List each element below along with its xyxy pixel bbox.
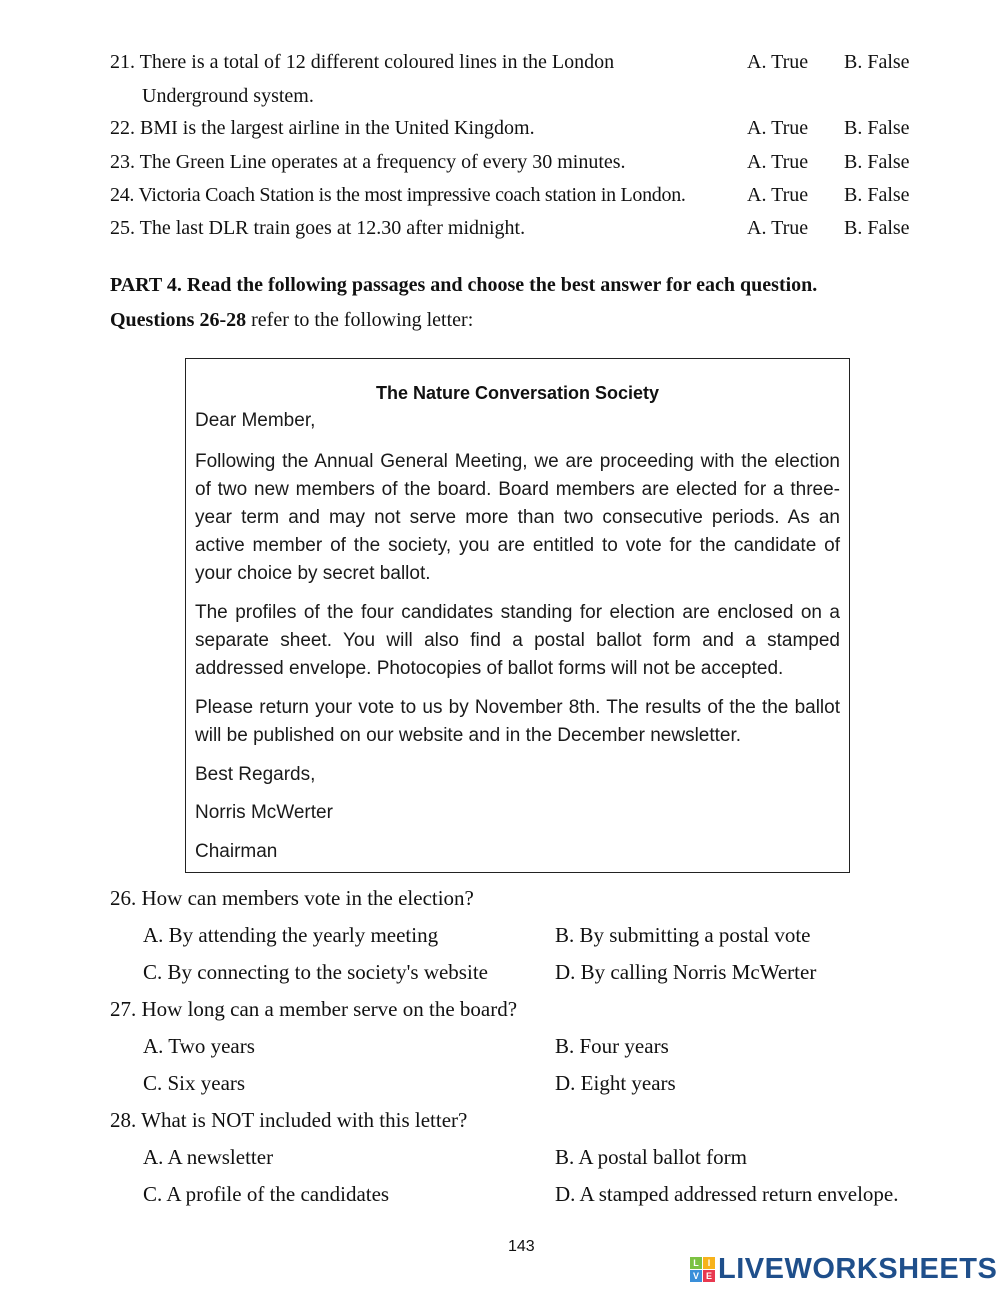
logo-cell-l: L bbox=[690, 1257, 702, 1269]
letter-paragraph-3: Please return your vote to us by November 8th. The results of the the ballot will be published on our website and in the December newsletter. bbox=[195, 697, 840, 746]
q27-option-b[interactable]: B. Four years bbox=[555, 1034, 669, 1058]
option-true[interactable]: A. True bbox=[747, 151, 809, 173]
option-true[interactable]: A. True bbox=[747, 184, 809, 206]
question-26: 26. How can members vote in the election? bbox=[110, 886, 474, 910]
option-true[interactable]: A. True bbox=[747, 117, 809, 139]
page-number: 143 bbox=[508, 1238, 535, 1255]
q26-option-a[interactable]: A. By attending the yearly meeting bbox=[143, 923, 439, 947]
tf-number: 21. bbox=[110, 51, 135, 73]
q26-option-c[interactable]: C. By connecting to the society's website bbox=[143, 960, 488, 984]
option-false[interactable]: B. False bbox=[844, 184, 910, 206]
tf-statement: The Green Line operates at a frequency of every 30 minutes. bbox=[139, 151, 626, 173]
logo-icon bbox=[690, 1257, 715, 1282]
letter-box bbox=[185, 358, 850, 873]
option-false[interactable]: B. False bbox=[844, 217, 910, 239]
q27-option-d[interactable]: D. Eight years bbox=[555, 1071, 676, 1095]
letter-paragraph-1: Following the Annual General Meeting, we are proceeding with the election of two new members of the board. Board members are elected for a three-year term and may not serve more than two consecutive periods. As an active member of the society, you are entitled to vote for the candidate of your choice by secret ballot. bbox=[195, 451, 840, 584]
logo-cell-v: V bbox=[690, 1270, 702, 1282]
letter-title: The Nature Conversation Society bbox=[375, 383, 660, 403]
q28-option-b[interactable]: B. A postal ballot form bbox=[555, 1145, 747, 1169]
option-false[interactable]: B. False bbox=[844, 51, 910, 73]
q28-option-c[interactable]: C. A profile of the candidates bbox=[143, 1182, 390, 1206]
q27-option-a[interactable]: A. Two years bbox=[143, 1034, 255, 1058]
tf-number: 23. bbox=[110, 151, 135, 173]
tf-number: 22. bbox=[110, 117, 135, 139]
logo-text: LIVEWORKSHEETS bbox=[718, 1252, 998, 1285]
part-heading: PART 4. Read the following passages and choose the best answer for each question. bbox=[110, 274, 818, 296]
logo-cell-e: E bbox=[703, 1270, 715, 1282]
tf-number: 25. bbox=[110, 217, 135, 239]
tf-statement: There is a total of 12 different coloured lines in the London bbox=[139, 51, 615, 73]
logo-cell-i: I bbox=[703, 1257, 715, 1269]
letter-signature: Norris McWerter bbox=[195, 802, 333, 823]
question-28: 28. What is NOT included with this letter? bbox=[110, 1108, 468, 1132]
tf-statement: The last DLR train goes at 12.30 after midnight. bbox=[139, 217, 526, 239]
q26-option-d[interactable]: D. By calling Norris McWerter bbox=[555, 960, 817, 984]
q28-option-d[interactable]: D. A stamped addressed return envelope. bbox=[555, 1182, 899, 1206]
letter-salutation: Dear Member, bbox=[195, 410, 316, 431]
option-true[interactable]: A. True bbox=[747, 217, 809, 239]
letter-role: Chairman bbox=[195, 841, 278, 862]
tf-number: 24. bbox=[110, 184, 135, 206]
questions-range: Questions 26-28 bbox=[110, 309, 247, 331]
q27-option-c[interactable]: C. Six years bbox=[143, 1071, 246, 1095]
letter-paragraph-2: The profiles of the four candidates standing for election are enclosed on a separate sheet. You will also find a postal ballot form and a stamped addressed envelope. Photocopies of ballot forms will not be accepted. bbox=[195, 602, 840, 679]
question-27: 27. How long can a member serve on the board? bbox=[110, 997, 518, 1021]
q26-option-b[interactable]: B. By submitting a postal vote bbox=[555, 923, 811, 947]
option-false[interactable]: B. False bbox=[844, 151, 910, 173]
option-true[interactable]: A. True bbox=[747, 51, 809, 73]
questions-intro bbox=[110, 309, 473, 332]
tf-statement: Victoria Coach Station is the most impressive coach station in London. bbox=[138, 184, 686, 206]
option-false[interactable]: B. False bbox=[844, 117, 910, 139]
questions-intro-text: refer to the following letter: bbox=[246, 309, 474, 331]
tf-statement-continuation: Underground system. bbox=[142, 85, 314, 107]
letter-closing: Best Regards, bbox=[195, 764, 316, 785]
tf-statement: BMI is the largest airline in the United Kingdom. bbox=[140, 117, 535, 139]
q28-option-a[interactable]: A. A newsletter bbox=[143, 1145, 274, 1169]
liveworksheets-logo bbox=[690, 1254, 997, 1284]
